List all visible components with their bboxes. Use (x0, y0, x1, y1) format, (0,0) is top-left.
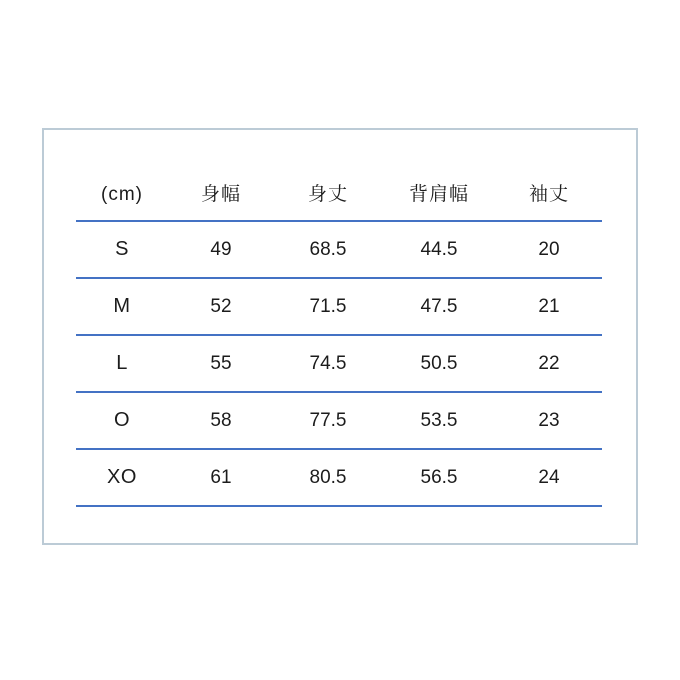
col-header-shoulder-width: 背肩幅 (382, 130, 496, 221)
value-cell: 58 (168, 392, 274, 449)
table-row-l (76, 335, 602, 392)
value-cell: 47.5 (382, 278, 496, 335)
value-cell: 77.5 (274, 392, 382, 449)
value-cell: 24 (496, 449, 602, 506)
value-cell: 56.5 (382, 449, 496, 506)
value-cell: 53.5 (382, 392, 496, 449)
table-row-m (76, 278, 602, 335)
unit-header: (cm) (76, 130, 168, 221)
value-cell: 80.5 (274, 449, 382, 506)
col-header-sleeve-length: 袖丈 (496, 130, 602, 221)
value-cell: 49 (168, 221, 274, 278)
size-chart-table (76, 130, 602, 507)
value-cell: 20 (496, 221, 602, 278)
value-cell: 74.5 (274, 335, 382, 392)
col-header-body-width: 身幅 (168, 130, 274, 221)
value-cell: 22 (496, 335, 602, 392)
table-row-o (76, 392, 602, 449)
size-label: M (76, 278, 168, 335)
value-cell: 61 (168, 449, 274, 506)
size-chart-panel (42, 128, 638, 545)
size-label: S (76, 221, 168, 278)
value-cell: 44.5 (382, 221, 496, 278)
value-cell: 23 (496, 392, 602, 449)
table-row-s (76, 221, 602, 278)
col-header-body-length: 身丈 (274, 130, 382, 221)
size-label: L (76, 335, 168, 392)
size-label: XO (76, 449, 168, 506)
value-cell: 52 (168, 278, 274, 335)
size-label: O (76, 392, 168, 449)
value-cell: 21 (496, 278, 602, 335)
value-cell: 50.5 (382, 335, 496, 392)
value-cell: 71.5 (274, 278, 382, 335)
value-cell: 68.5 (274, 221, 382, 278)
value-cell: 55 (168, 335, 274, 392)
header-row (76, 130, 602, 221)
table-row-xo (76, 449, 602, 506)
